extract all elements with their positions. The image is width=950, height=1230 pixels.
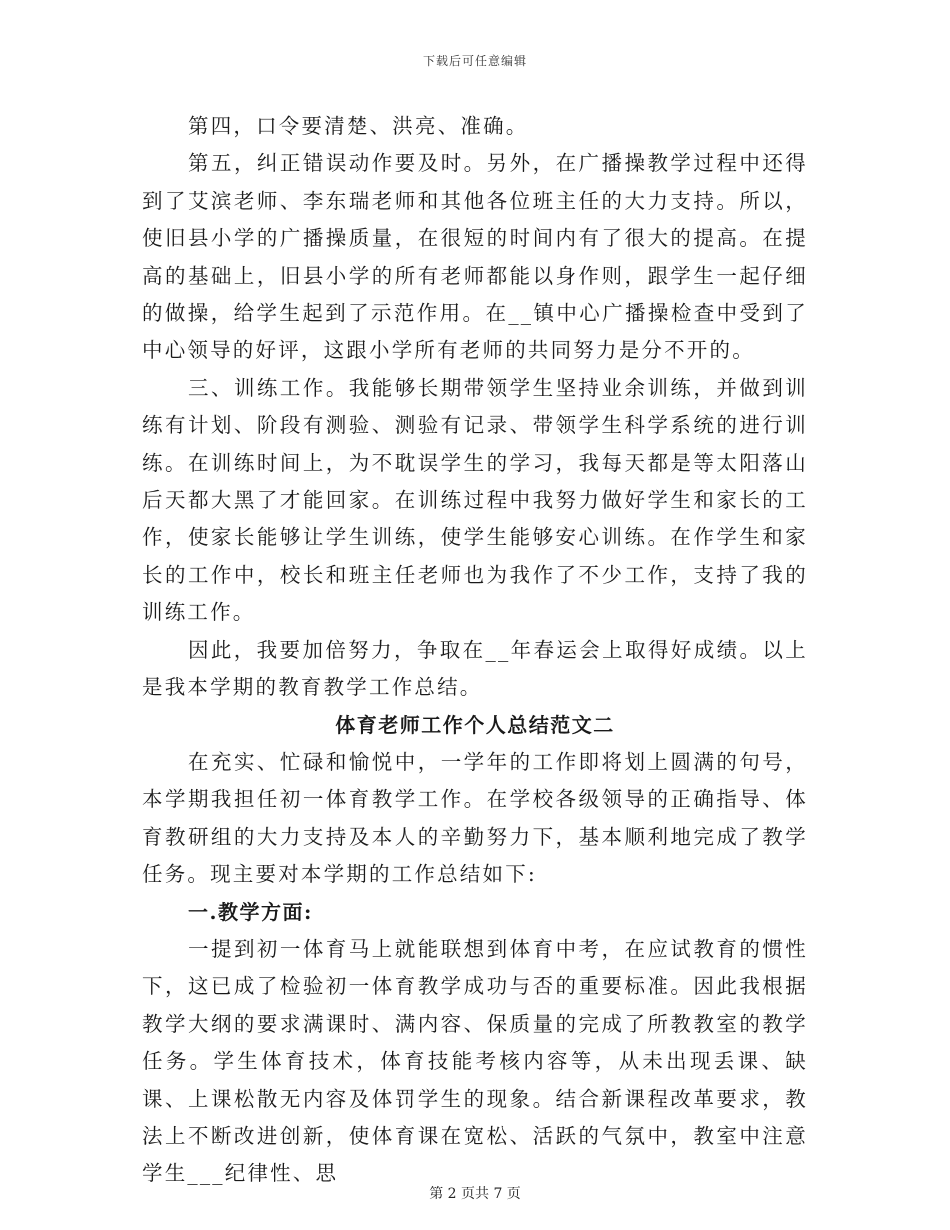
section-title: 体育老师工作个人总结范文二 (335, 712, 615, 737)
paragraph: 第四，口令要清楚、洪亮、准确。 (188, 114, 529, 138)
page-footer: 第 2 页共 7 页 (429, 1186, 521, 1202)
document-body (142, 108, 808, 1193)
section-heading: 一.教学方面: (188, 899, 313, 924)
paragraph: 三、训练工作。我能够长期带领学生坚持业余训练，并做到训练有计划、阶段有测验、测验有记录、带领学生科学系统的进行训练。在训练时间上，为不耽误学生的学习，我每天都是等太阳落山后天都大黑了才能回家。在训练过程中我努力做好学生和家长的工作，使家长能够让学生训练，使学生能够安心训练。在作学生和家长的工作中，校长和班主任老师也为我作了不少工作，支持了我的训练工作。 (142, 375, 808, 625)
paragraph: 因此，我要加倍努力，争取在__年春运会上取得好成绩。以上是我本学期的教育教学工作总结。 (142, 637, 808, 700)
paragraph: 在充实、忙碌和愉悦中，一学年的工作即将划上圆满的句号，本学期我担任初一体育教学工作。在学校各级领导的正确指导、体育教研组的大力支持及本人的辛勤努力下，基本顺利地完成了教学任务。现主要对本学期的工作总结如下: (142, 749, 808, 887)
paragraph: 一提到初一体育马上就能联想到体育中考，在应试教育的惯性下，这已成了检验初一体育教学成功与否的重要标准。因此我根据教学大纲的要求满课时、满内容、保质量的完成了所教教室的教学任务。学生体育技术，体育技能考核内容等，从未出现丢课、缺课、上课松散无内容及体罚学生的现象。结合新课程改革要求，教法上不断改进创新，使体育课在宽松、活跃的气氛中，教室中注意学生___纪律性、思 (142, 936, 808, 1186)
page-header: 下载后可任意编辑 (422, 54, 527, 68)
paragraph: 第五，纠正错误动作要及时。另外，在广播操教学过程中还得到了艾滨老师、李东瑞老师和其他各位班主任的大力支持。所以，使旧县小学的广播操质量，在很短的时间内有了很大的提高。在提高的基础上，旧县小学的所有老师都能以身作则，跟学生一起仔细的做操，给学生起到了示范作用。在__镇中心广播操检查中受到了中心领导的好评，这跟小学所有老师的共同努力是分不开的。 (142, 151, 808, 363)
